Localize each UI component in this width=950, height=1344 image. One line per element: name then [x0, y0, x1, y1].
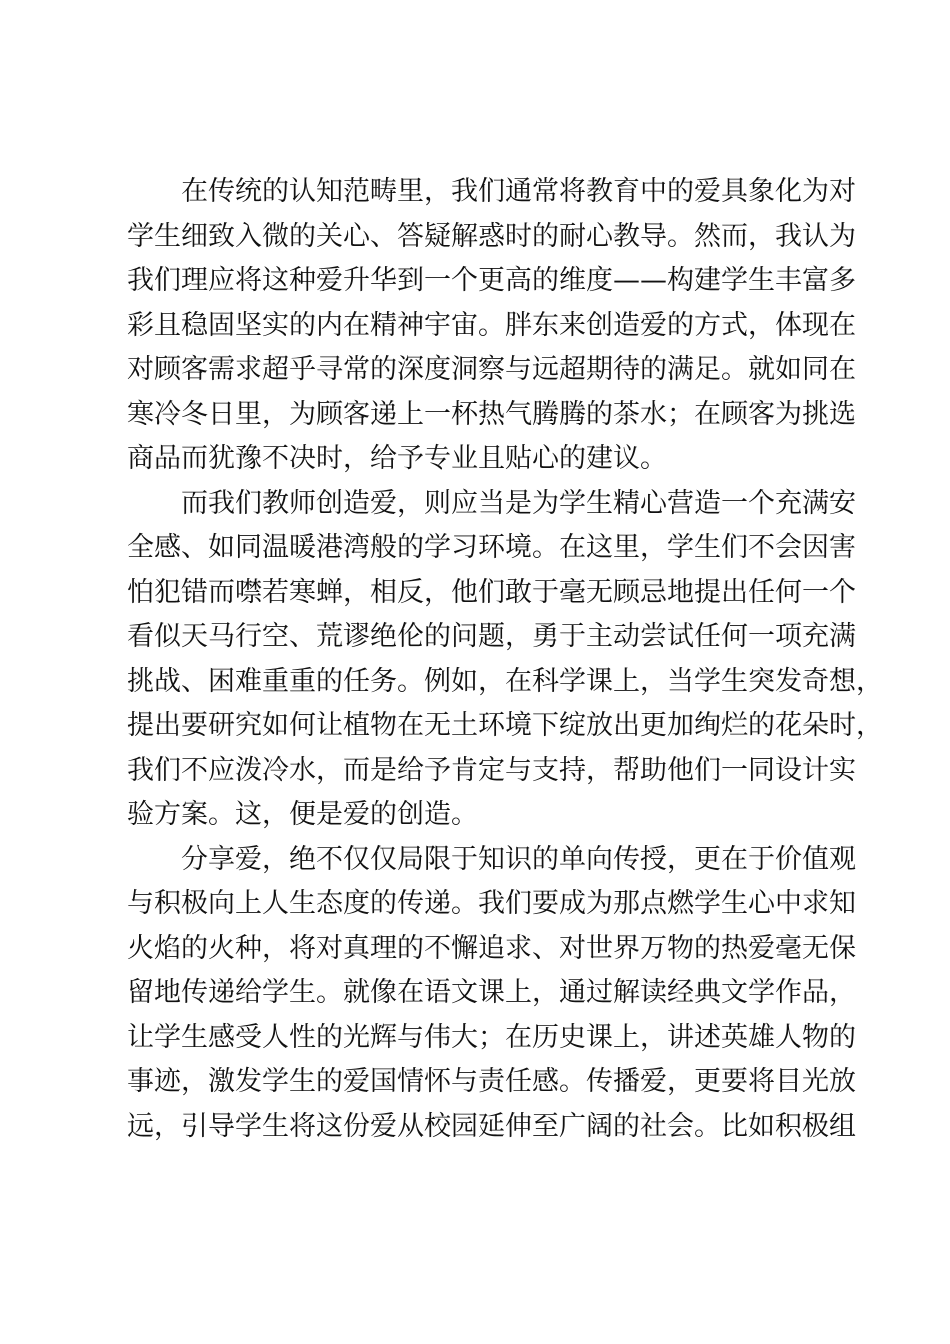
paragraph-3-line-1: 分享爱，绝不仅仅局限于知识的单向传授，更在于价值观 — [181, 843, 856, 875]
paragraph-3-line-6: 事迹，激发学生的爱国情怀与责任感。传播爱，更要将目光放 — [127, 1066, 856, 1097]
paragraph-1-line-3: 我们理应将这种爱升华到一个更高的维度——构建学生丰富多 — [127, 265, 856, 296]
paragraph-2-line-7: 我们不应泼冷水，而是给予肯定与支持，帮助他们一同设计实 — [127, 754, 856, 786]
body-text — [127, 170, 883, 1149]
paragraph-1-line-1: 在传统的认知范畴里，我们通常将教育中的爱具象化为对 — [181, 176, 856, 207]
paragraph-2-line-5: 挑战、困难重重的任务。例如，在科学课上，当学生突发奇想， — [127, 665, 883, 697]
paragraph-1-line-4: 彩且稳固坚实的内在精神宇宙。胖东来创造爱的方式，体现在 — [127, 309, 856, 341]
paragraph-2-line-6: 提出要研究如何让植物在无土环境下绽放出更加绚烂的花朵时， — [127, 710, 883, 741]
paragraph-3-line-5: 让学生感受人性的光辉与伟大；在历史课上，讲述英雄人物的 — [127, 1021, 856, 1053]
paragraph-2-line-2: 全感、如同温暖港湾般的学习环境。在这里，学生们不会因害 — [127, 532, 856, 563]
paragraph-2-line-3: 怕犯错而噤若寒蝉，相反，他们敢于毫无顾忌地提出任何一个 — [127, 576, 856, 608]
paragraph-1-line-7: 商品而犹豫不决时，给予专业且贴心的建议。 — [127, 443, 667, 474]
paragraph-3-line-7: 远，引导学生将这份爱从校园延伸至广阔的社会。比如积极组 — [127, 1110, 856, 1142]
paragraph-1-line-2: 学生细致入微的关心、答疑解惑时的耐心教导。然而，我认为 — [127, 220, 856, 252]
paragraph-2-line-1: 而我们教师创造爱，则应当是为学生精心营造一个充满安 — [181, 487, 856, 519]
paragraph-2-line-4: 看似天马行空、荒谬绝伦的问题，勇于主动尝试任何一项充满 — [127, 621, 856, 652]
paragraph-1-line-5: 对顾客需求超乎寻常的深度洞察与远超期待的满足。就如同在 — [127, 354, 856, 385]
paragraph-1-line-6: 寒冷冬日里，为顾客递上一杯热气腾腾的茶水；在顾客为挑选 — [127, 398, 856, 430]
paragraph-2-line-8: 验方案。这，便是爱的创造。 — [127, 799, 478, 830]
paragraph-3-line-2: 与积极向上人生态度的传递。我们要成为那点燃学生心中求知 — [127, 888, 856, 919]
paragraph-3-line-3: 火焰的火种，将对真理的不懈追求、对世界万物的热爱毫无保 — [127, 932, 856, 964]
paragraph-3-line-4: 留地传递给学生。就像在语文课上，通过解读经典文学作品， — [127, 977, 856, 1008]
